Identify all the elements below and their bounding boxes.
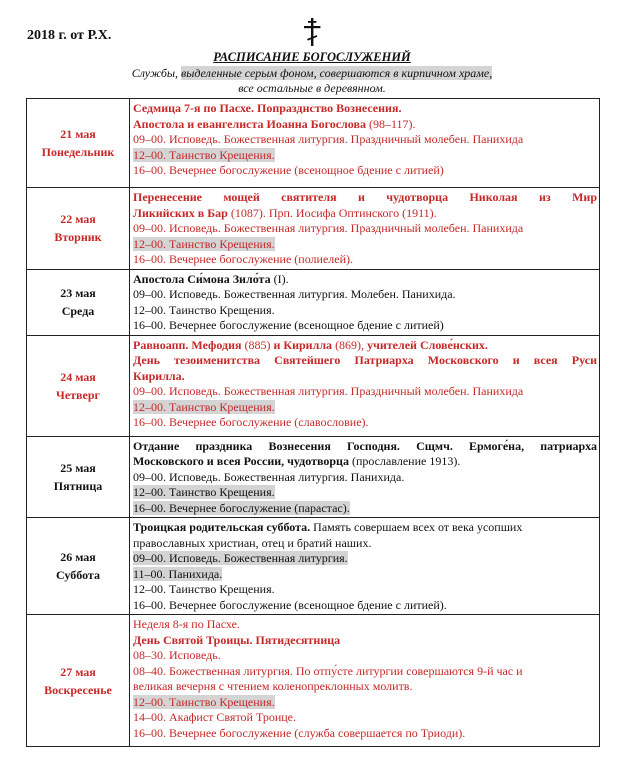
feast-title: Апостола и евангелиста Иоанна Богослова (98–117). (133, 116, 416, 131)
schedule-table (26, 98, 600, 747)
day-date: 21 мая (60, 127, 96, 141)
service-line: 09–00. Исповедь. Божественная литургия. Праздничный молебен. Панихида (133, 221, 524, 235)
day-weekday: Воскресенье (44, 682, 112, 697)
feast-title: Отдание праздника Вознесения Господня. Сщмч. Ермоге́на, патриарха (133, 438, 597, 453)
day-cell (27, 269, 130, 335)
services-cell (130, 269, 600, 335)
day-date: 26 мая (60, 550, 96, 564)
feast-title: Ликийских в Бар (1087). Прп. Иосифа Оптинского (1911). (133, 205, 437, 220)
service-line: 12–00. Таинство Крещения. (133, 582, 275, 596)
service-line: 09–00. Исповедь. Божественная литургия. Праздничный молебен. Панихида (133, 132, 524, 146)
day-weekday: Суббота (56, 568, 100, 582)
page-title: РАСПИСАНИЕ БОГОСЛУЖЕНИЙ (213, 50, 411, 64)
feast-title: День Святой Троицы. Пятидесятница (133, 632, 341, 647)
service-line: 16–00. Вечернее богослужение (парастас). (133, 500, 350, 515)
service-line: 12–00. Таинство Крещения. (133, 485, 275, 499)
day-cell (27, 615, 130, 747)
service-line: 16–00. Вечернее богослужение (служба совершается по Триоди). (133, 725, 466, 740)
day-weekday: Вторник (54, 230, 102, 245)
service-line: 12–00. Таинство Крещения. (133, 147, 275, 162)
feast-title: православных христиан, отец и братий наших. (133, 535, 372, 550)
day-date: 22 мая (60, 212, 96, 227)
day-cell (27, 335, 130, 436)
service-line: 12–00. Таинство Крещения. (133, 694, 275, 709)
year-label: 2018 г. от Р.Х. (27, 28, 112, 43)
day-weekday: Понедельник (41, 145, 115, 159)
service-line: 16–00. Вечернее богослужение (всенощное бдение с литией). (133, 597, 447, 612)
service-line: 16–00. Вечернее богослужение (всенощное бдение с литией) (133, 318, 444, 332)
day-cell (27, 518, 130, 615)
day-cell (27, 188, 130, 270)
service-line: 12–00. Таинство Крещения. (133, 399, 275, 414)
feast-title: Кирилла. (133, 368, 185, 383)
service-line: 08–30. Исповедь. (133, 648, 221, 662)
service-line: 12–00. Таинство Крещения. (133, 236, 275, 251)
service-line: 09–00. Исповедь. Божественная литургия. (133, 551, 348, 565)
schedule-row-22-may (27, 188, 600, 270)
day-date: 23 мая (60, 286, 96, 300)
subtitle-highlight: выделенные серым фоном, совершаются в кирпичном храме, (181, 66, 493, 80)
services-cell (130, 518, 600, 615)
service-line: 09–00. Исповедь. Божественная литургия. Праздничный молебен. Панихида (133, 384, 524, 398)
day-cell (27, 99, 130, 188)
service-line: 09–00. Исповедь. Божественная литургия. Панихида. (133, 469, 405, 484)
services-cell (130, 99, 600, 188)
subtitle (0, 66, 624, 96)
services-cell (130, 188, 600, 270)
feast-title: Троицкая родительская суббота. Память совершаем всех от века усопших (133, 520, 523, 534)
feast-title: Апостола Си́мона Зило́та (I). (133, 271, 289, 286)
service-line: 16–00. Вечернее богослужение (славословие). (133, 415, 369, 429)
feast-title: Перенесение мощей святителя и чудотворца Николая из Мир (133, 190, 597, 204)
services-cell (130, 615, 600, 747)
feast-title: День тезоименитства Святейшего Патриарха Московского и всея Руси (133, 353, 597, 367)
schedule-row-23-may (27, 269, 600, 335)
subtitle-part1: Службы, (131, 66, 181, 80)
week-label: Неделя 8-я по Пасхе. (133, 617, 240, 631)
service-line: 16–00. Вечернее богослужение (всенощное бдение с литией) (133, 163, 444, 177)
orthodox-cross-icon (301, 18, 323, 46)
schedule-row-27-may (27, 615, 600, 747)
day-weekday: Четверг (56, 387, 100, 402)
day-weekday: Среда (61, 304, 95, 318)
service-line: 12–00. Таинство Крещения. (133, 302, 275, 317)
day-weekday: Пятница (53, 478, 103, 493)
feast-title: Седмица 7-я по Пасхе. Попразднство Вознесения. (133, 101, 402, 115)
schedule-row-24-may (27, 335, 600, 436)
day-cell (27, 436, 130, 518)
services-cell (130, 436, 600, 518)
service-line: 11–00. Панихида. (133, 566, 223, 581)
service-line: 14–00. Акафист Святой Троице. (133, 710, 296, 724)
day-date: 27 мая (60, 664, 96, 679)
subtitle-line2: все остальные в деревянном. (238, 81, 386, 95)
schedule-row-25-may (27, 436, 600, 518)
service-line: 09–00. Исповедь. Божественная литургия. Молебен. Панихида. (133, 287, 456, 301)
feast-title: Московского и всея России, чудотворца (прославление 1913). (133, 454, 461, 468)
schedule-row-26-may (27, 518, 600, 615)
services-cell (130, 335, 600, 436)
service-line: 08–40. Божественная литургия. По отпу́сте литургии совершаются 9-й час и (133, 663, 523, 678)
day-date: 24 мая (60, 369, 96, 384)
service-line: 16–00. Вечернее богослужение (полиелей). (133, 252, 354, 266)
feast-title: Равноапп. Мефодия (885) и Кирилла (869), учителей Слове́нских. (133, 337, 488, 352)
schedule-row-21-may (27, 99, 600, 188)
day-date: 25 мая (60, 460, 96, 475)
service-line: великая вечерня с чтением коленопреклонных молитв. (133, 679, 413, 693)
